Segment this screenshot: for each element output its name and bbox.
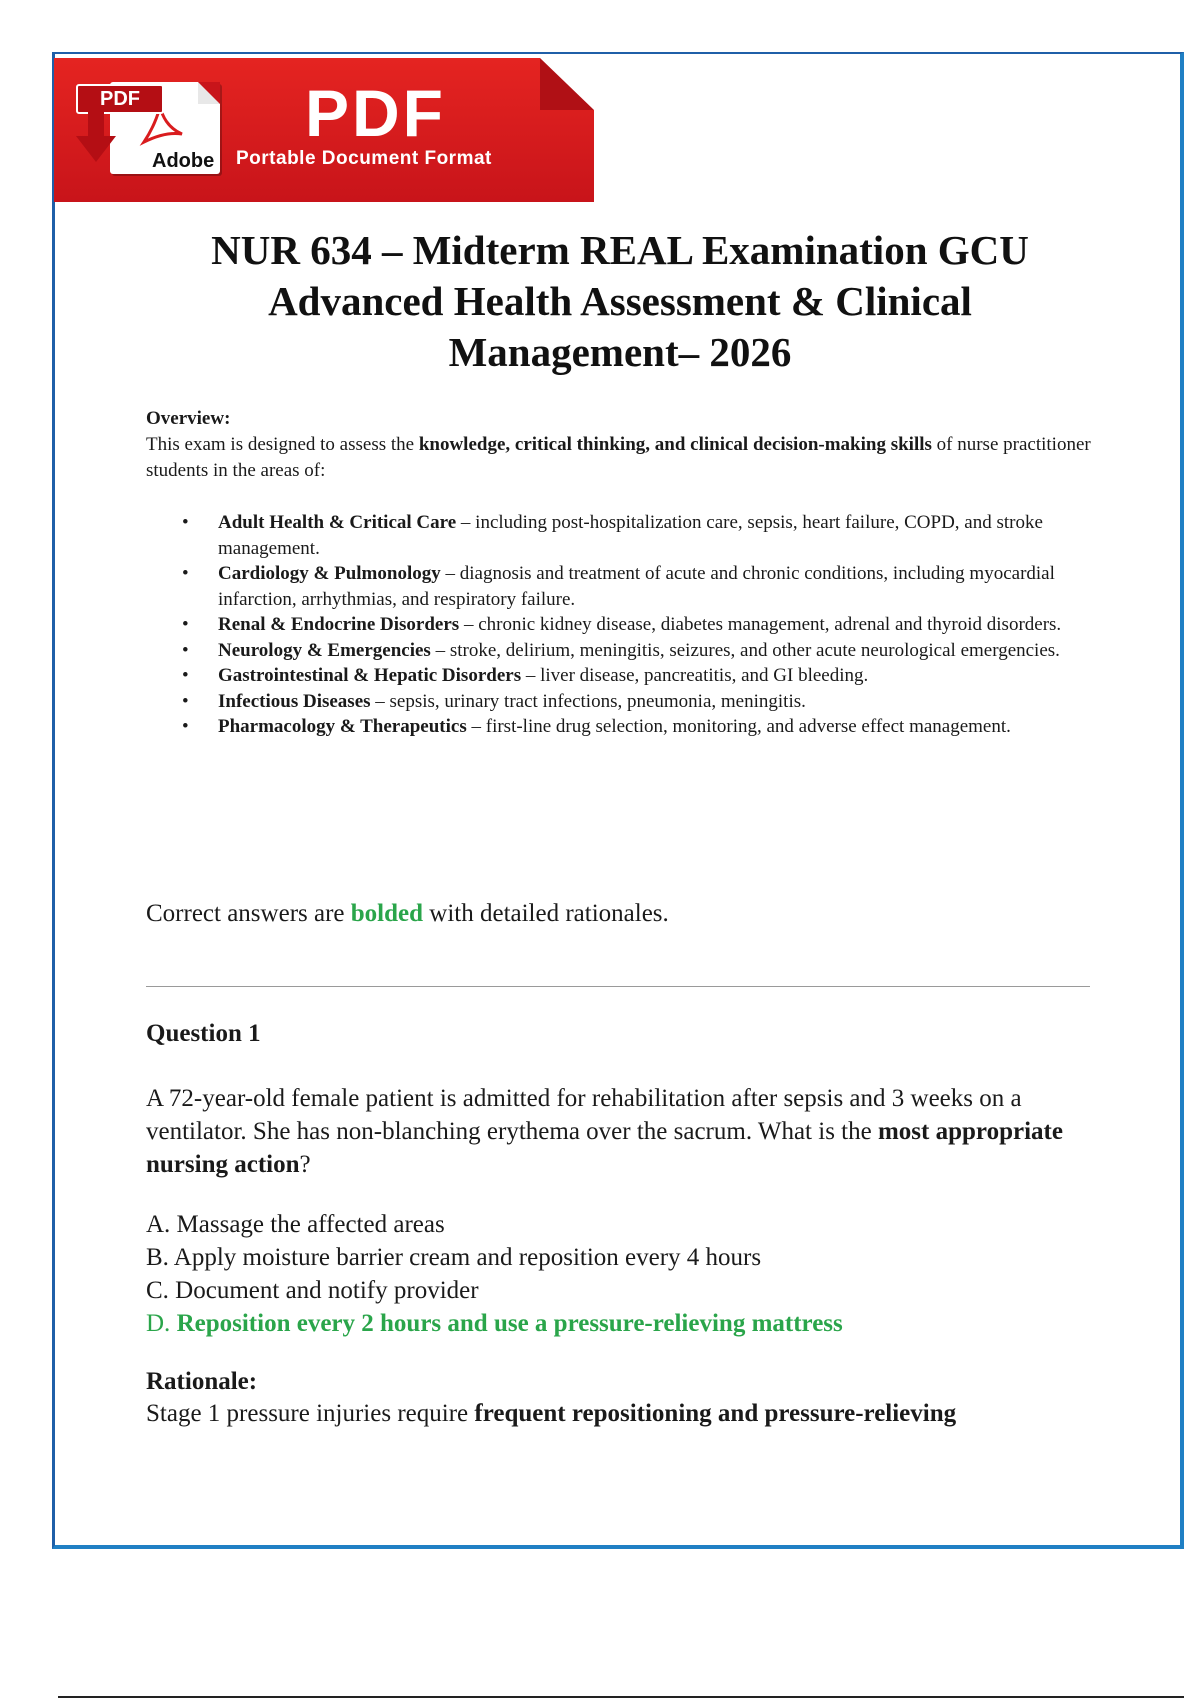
list-item [178, 689, 1088, 715]
area-description: – first-line drug selection, monitoring, and adverse effect management. [466, 716, 1011, 737]
section-divider [146, 986, 1090, 987]
document-corner-fold [198, 82, 220, 104]
title-line-3: Management– 2026 [448, 329, 792, 375]
area-description: – stroke, delirium, meningitis, seizures, and other acute neurological emergencies. [430, 639, 1060, 661]
rationale-text [146, 1400, 956, 1428]
area-name: Neurology & Emergencies [218, 639, 431, 661]
correct-option-letter: D. [146, 1310, 177, 1337]
exam-title [140, 225, 1100, 378]
overview-text-end: of nurse practitioner students in the areas of: [146, 434, 1091, 481]
pdf-subtitle: Portable Document Format [236, 148, 492, 169]
list-item [178, 638, 1088, 664]
overview-text-bold: knowledge, critical thinking, and clinical decision-making skills [418, 434, 932, 455]
area-description: – sepsis, urinary tract infections, pneumonia, meningitis. [370, 690, 806, 712]
overview-text-start: This exam is designed to assess the [146, 434, 419, 455]
answer-options [146, 1208, 843, 1340]
area-description: – liver disease, pancreatitis, and GI bleeding. [521, 665, 869, 686]
overview-label: Overview: [146, 408, 231, 429]
note-text-start: Correct answers are [146, 900, 351, 927]
area-description: – diagnosis and treatment of acute and chronic conditions, including myocardial infarction, arrhythmias, and respiratory failure. [218, 563, 1055, 610]
title-line-1: NUR 634 – Midterm REAL Examination GCU [211, 227, 1029, 273]
area-description: – including post-hospitalization care, sepsis, heart failure, COPD, and stroke management. [218, 512, 1043, 559]
download-arrow-icon [76, 112, 116, 164]
list-item [178, 714, 1088, 740]
option-b: B. Apply moisture barrier cream and reposition every 4 hours [146, 1244, 762, 1271]
overview-text [146, 432, 1096, 484]
list-item [178, 612, 1088, 638]
area-name: Cardiology & Pulmonology [218, 563, 441, 584]
area-name: Adult Health & Critical Care [218, 512, 457, 533]
title-line-2: Advanced Health Assessment & Clinical [268, 278, 972, 324]
question-stem [146, 1082, 1096, 1181]
area-name: Renal & Endocrine Disorders [218, 614, 460, 635]
area-name: Infectious Diseases [218, 690, 371, 712]
page-bottom-rule [58, 1696, 1184, 1698]
question-heading: Question 1 [146, 1020, 261, 1047]
overview-section [146, 406, 1096, 484]
area-name: Pharmacology & Therapeutics [218, 716, 467, 737]
banner-fold-corner [540, 58, 594, 110]
rationale-text-start: Stage 1 pressure injuries require [146, 1400, 475, 1427]
area-name: Gastrointestinal & Hepatic Disorders [218, 665, 522, 686]
note-highlight: bolded [350, 900, 424, 927]
pdf-tag: PDF [76, 84, 164, 114]
stem-text-bold: most appropriate nursing action [146, 1118, 1063, 1178]
note-text-end: with detailed rationales. [423, 900, 669, 927]
list-item [178, 510, 1088, 561]
list-item [178, 561, 1088, 612]
answer-key-note [146, 900, 669, 928]
area-description: – chronic kidney disease, diabetes management, adrenal and thyroid disorders. [459, 614, 1062, 635]
option-d-correct [146, 1307, 843, 1340]
stem-text-start: A 72-year-old female patient is admitted for rehabilitation after sepsis and 3 weeks on a ventilator. She has non-blanching erythema over the sacrum. What is the [146, 1085, 1022, 1145]
list-item [178, 663, 1088, 689]
adobe-label: Adobe [152, 150, 215, 172]
option-c: C. Document and notify provider [146, 1277, 479, 1304]
rationale-text-bold: frequent repositioning and pressure-relieving [474, 1400, 957, 1427]
correct-option-text: Reposition every 2 hours and use a pressure-relieving mattress [176, 1310, 843, 1337]
exam-areas-list [178, 510, 1088, 740]
rationale-label: Rationale: [146, 1368, 258, 1395]
option-a: A. Massage the affected areas [146, 1211, 445, 1238]
stem-text-end: ? [299, 1151, 311, 1178]
pdf-heading: PDF [305, 76, 446, 150]
